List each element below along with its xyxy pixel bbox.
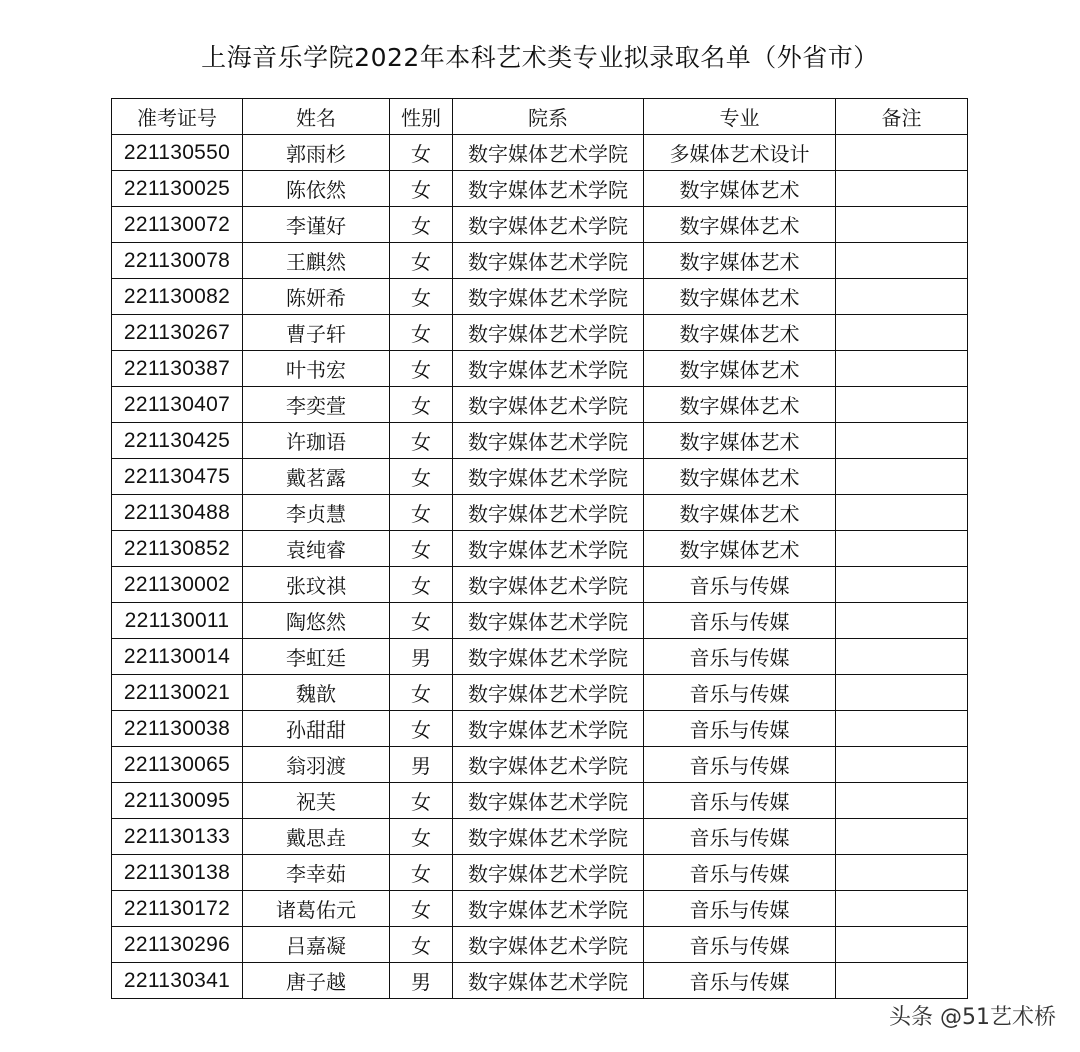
department-cell: 数字媒体艺术学院 — [453, 495, 644, 531]
major-cell: 音乐与传媒 — [644, 603, 836, 639]
table-row — [112, 351, 968, 387]
gender-cell: 女 — [390, 495, 453, 531]
remarks-cell — [836, 927, 968, 963]
department-cell: 数字媒体艺术学院 — [453, 603, 644, 639]
remarks-cell — [836, 819, 968, 855]
gender-cell: 女 — [390, 243, 453, 279]
remarks-cell — [836, 135, 968, 171]
remarks-cell — [836, 711, 968, 747]
exam-id-cell: 221130296 — [112, 927, 243, 963]
gender-cell: 女 — [390, 315, 453, 351]
name-cell: 袁纯睿 — [243, 531, 390, 567]
major-cell: 音乐与传媒 — [644, 891, 836, 927]
gender-cell: 女 — [390, 675, 453, 711]
name-cell: 诸葛佑元 — [243, 891, 390, 927]
department-cell: 数字媒体艺术学院 — [453, 459, 644, 495]
remarks-cell — [836, 351, 968, 387]
header-remarks: 备注 — [836, 99, 968, 135]
table-row — [112, 711, 968, 747]
exam-id-cell: 221130082 — [112, 279, 243, 315]
exam-id-cell: 221130002 — [112, 567, 243, 603]
table-header-row — [112, 99, 968, 135]
major-cell: 音乐与传媒 — [644, 567, 836, 603]
remarks-cell — [836, 459, 968, 495]
name-cell: 魏歆 — [243, 675, 390, 711]
table-row — [112, 675, 968, 711]
remarks-cell — [836, 747, 968, 783]
table-row — [112, 747, 968, 783]
exam-id-cell: 221130021 — [112, 675, 243, 711]
major-cell: 数字媒体艺术 — [644, 459, 836, 495]
table-row — [112, 279, 968, 315]
exam-id-cell: 221130550 — [112, 135, 243, 171]
exam-id-cell: 221130025 — [112, 171, 243, 207]
table-row — [112, 855, 968, 891]
exam-id-cell: 221130038 — [112, 711, 243, 747]
remarks-cell — [836, 639, 968, 675]
remarks-cell — [836, 783, 968, 819]
major-cell: 音乐与传媒 — [644, 747, 836, 783]
name-cell: 张玟祺 — [243, 567, 390, 603]
remarks-cell — [836, 675, 968, 711]
department-cell: 数字媒体艺术学院 — [453, 567, 644, 603]
gender-cell: 女 — [390, 459, 453, 495]
major-cell: 音乐与传媒 — [644, 927, 836, 963]
name-cell: 叶书宏 — [243, 351, 390, 387]
gender-cell: 男 — [390, 963, 453, 999]
major-cell: 音乐与传媒 — [644, 675, 836, 711]
department-cell: 数字媒体艺术学院 — [453, 243, 644, 279]
gender-cell: 女 — [390, 603, 453, 639]
table-row — [112, 135, 968, 171]
header-exam-id: 准考证号 — [112, 99, 243, 135]
major-cell: 音乐与传媒 — [644, 855, 836, 891]
header-name: 姓名 — [243, 99, 390, 135]
department-cell: 数字媒体艺术学院 — [453, 387, 644, 423]
table-row — [112, 459, 968, 495]
name-cell: 陶悠然 — [243, 603, 390, 639]
name-cell: 戴茗露 — [243, 459, 390, 495]
gender-cell: 女 — [390, 819, 453, 855]
header-department: 院系 — [453, 99, 644, 135]
exam-id-cell: 221130475 — [112, 459, 243, 495]
major-cell: 数字媒体艺术 — [644, 279, 836, 315]
table-body — [112, 135, 968, 999]
remarks-cell — [836, 891, 968, 927]
major-cell: 多媒体艺术设计 — [644, 135, 836, 171]
exam-id-cell: 221130133 — [112, 819, 243, 855]
remarks-cell — [836, 387, 968, 423]
department-cell: 数字媒体艺术学院 — [453, 819, 644, 855]
watermark: 头条 @51艺术桥 — [889, 1005, 1056, 1030]
major-cell: 数字媒体艺术 — [644, 171, 836, 207]
remarks-cell — [836, 495, 968, 531]
table-row — [112, 927, 968, 963]
exam-id-cell: 221130172 — [112, 891, 243, 927]
admission-table — [111, 98, 968, 999]
exam-id-cell: 221130341 — [112, 963, 243, 999]
department-cell: 数字媒体艺术学院 — [453, 783, 644, 819]
remarks-cell — [836, 423, 968, 459]
major-cell: 数字媒体艺术 — [644, 207, 836, 243]
department-cell: 数字媒体艺术学院 — [453, 927, 644, 963]
remarks-cell — [836, 855, 968, 891]
name-cell: 戴思垚 — [243, 819, 390, 855]
department-cell: 数字媒体艺术学院 — [453, 855, 644, 891]
name-cell: 唐子越 — [243, 963, 390, 999]
table-row — [112, 495, 968, 531]
gender-cell: 女 — [390, 351, 453, 387]
name-cell: 翁羽渡 — [243, 747, 390, 783]
exam-id-cell: 221130138 — [112, 855, 243, 891]
major-cell: 数字媒体艺术 — [644, 387, 836, 423]
remarks-cell — [836, 243, 968, 279]
name-cell: 李奕萱 — [243, 387, 390, 423]
exam-id-cell: 221130095 — [112, 783, 243, 819]
header-major: 专业 — [644, 99, 836, 135]
department-cell: 数字媒体艺术学院 — [453, 531, 644, 567]
table-row — [112, 387, 968, 423]
department-cell: 数字媒体艺术学院 — [453, 315, 644, 351]
department-cell: 数字媒体艺术学院 — [453, 747, 644, 783]
major-cell: 音乐与传媒 — [644, 963, 836, 999]
name-cell: 祝芙 — [243, 783, 390, 819]
major-cell: 数字媒体艺术 — [644, 423, 836, 459]
remarks-cell — [836, 963, 968, 999]
table-row — [112, 963, 968, 999]
gender-cell: 女 — [390, 711, 453, 747]
name-cell: 李贞慧 — [243, 495, 390, 531]
gender-cell: 女 — [390, 567, 453, 603]
gender-cell: 女 — [390, 207, 453, 243]
major-cell: 数字媒体艺术 — [644, 531, 836, 567]
department-cell: 数字媒体艺术学院 — [453, 963, 644, 999]
major-cell: 音乐与传媒 — [644, 711, 836, 747]
table-row — [112, 207, 968, 243]
exam-id-cell: 221130065 — [112, 747, 243, 783]
department-cell: 数字媒体艺术学院 — [453, 423, 644, 459]
major-cell: 数字媒体艺术 — [644, 243, 836, 279]
remarks-cell — [836, 567, 968, 603]
table-row — [112, 315, 968, 351]
name-cell: 王麒然 — [243, 243, 390, 279]
remarks-cell — [836, 315, 968, 351]
table-row — [112, 819, 968, 855]
exam-id-cell: 221130014 — [112, 639, 243, 675]
name-cell: 曹子轩 — [243, 315, 390, 351]
exam-id-cell: 221130387 — [112, 351, 243, 387]
remarks-cell — [836, 171, 968, 207]
remarks-cell — [836, 603, 968, 639]
gender-cell: 女 — [390, 927, 453, 963]
major-cell: 音乐与传媒 — [644, 783, 836, 819]
department-cell: 数字媒体艺术学院 — [453, 639, 644, 675]
gender-cell: 女 — [390, 783, 453, 819]
gender-cell: 女 — [390, 855, 453, 891]
gender-cell: 女 — [390, 423, 453, 459]
table-row — [112, 891, 968, 927]
exam-id-cell: 221130267 — [112, 315, 243, 351]
table-row — [112, 603, 968, 639]
table-row — [112, 783, 968, 819]
gender-cell: 女 — [390, 279, 453, 315]
page-title: 上海音乐学院2022年本科艺术类专业拟录取名单（外省市） — [201, 43, 879, 72]
department-cell: 数字媒体艺术学院 — [453, 135, 644, 171]
remarks-cell — [836, 207, 968, 243]
header-gender: 性别 — [390, 99, 453, 135]
name-cell: 陈妍希 — [243, 279, 390, 315]
major-cell: 数字媒体艺术 — [644, 351, 836, 387]
name-cell: 孙甜甜 — [243, 711, 390, 747]
table-row — [112, 639, 968, 675]
gender-cell: 男 — [390, 747, 453, 783]
name-cell: 李幸茹 — [243, 855, 390, 891]
exam-id-cell: 221130072 — [112, 207, 243, 243]
major-cell: 数字媒体艺术 — [644, 495, 836, 531]
table-row — [112, 243, 968, 279]
department-cell: 数字媒体艺术学院 — [453, 891, 644, 927]
department-cell: 数字媒体艺术学院 — [453, 207, 644, 243]
exam-id-cell: 221130407 — [112, 387, 243, 423]
name-cell: 李虹廷 — [243, 639, 390, 675]
name-cell: 吕嘉凝 — [243, 927, 390, 963]
name-cell: 李谨好 — [243, 207, 390, 243]
remarks-cell — [836, 531, 968, 567]
remarks-cell — [836, 279, 968, 315]
department-cell: 数字媒体艺术学院 — [453, 279, 644, 315]
gender-cell: 女 — [390, 171, 453, 207]
major-cell: 音乐与传媒 — [644, 819, 836, 855]
table-row — [112, 531, 968, 567]
exam-id-cell: 221130078 — [112, 243, 243, 279]
table-row — [112, 171, 968, 207]
department-cell: 数字媒体艺术学院 — [453, 675, 644, 711]
name-cell: 陈依然 — [243, 171, 390, 207]
name-cell: 郭雨杉 — [243, 135, 390, 171]
table-row — [112, 567, 968, 603]
exam-id-cell: 221130425 — [112, 423, 243, 459]
gender-cell: 女 — [390, 387, 453, 423]
major-cell: 音乐与传媒 — [644, 639, 836, 675]
department-cell: 数字媒体艺术学院 — [453, 711, 644, 747]
gender-cell: 女 — [390, 135, 453, 171]
department-cell: 数字媒体艺术学院 — [453, 171, 644, 207]
exam-id-cell: 221130011 — [112, 603, 243, 639]
exam-id-cell: 221130852 — [112, 531, 243, 567]
gender-cell: 女 — [390, 531, 453, 567]
table-row — [112, 423, 968, 459]
name-cell: 许珈语 — [243, 423, 390, 459]
gender-cell: 女 — [390, 891, 453, 927]
exam-id-cell: 221130488 — [112, 495, 243, 531]
major-cell: 数字媒体艺术 — [644, 315, 836, 351]
department-cell: 数字媒体艺术学院 — [453, 351, 644, 387]
gender-cell: 男 — [390, 639, 453, 675]
